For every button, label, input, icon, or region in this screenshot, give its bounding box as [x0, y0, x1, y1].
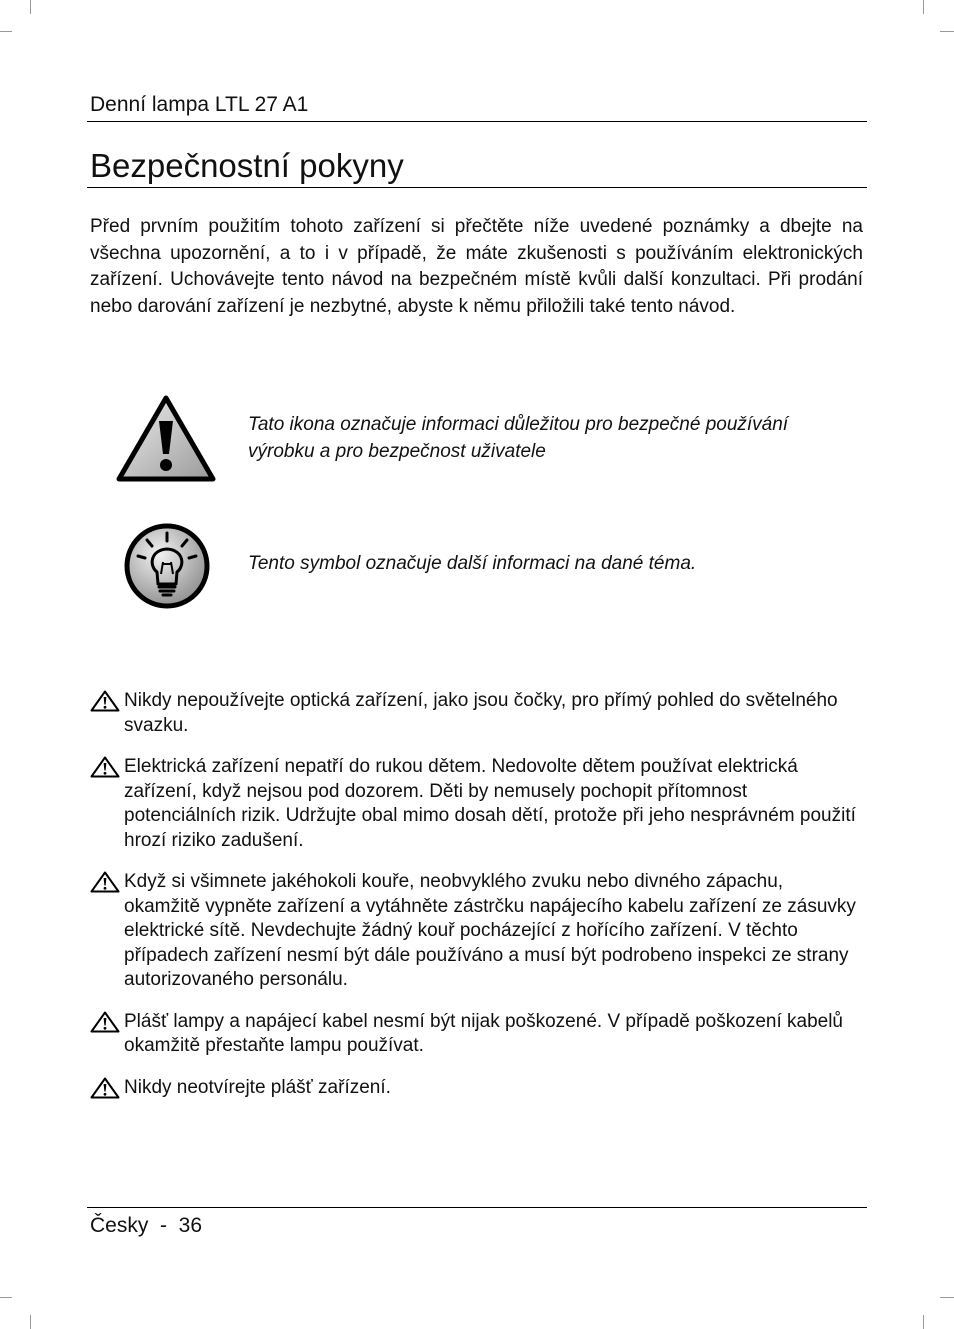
crop-mark — [0, 31, 12, 32]
crop-mark — [923, 1315, 924, 1329]
list-item-text: Nikdy nepoužívejte optická zařízení, jako jsou čočky, pro přímý pohled do světelného svazku. — [124, 690, 838, 736]
list-item — [88, 1076, 858, 1101]
list-item — [88, 755, 858, 853]
intro-paragraph: Před prvním použitím tohoto zařízení si přečtěte níže uvedené poznámky a dbejte na všechna upozornění, a to i v případě, že máte zkušenosti s používáním elektronických zařízení. Uchovávejte tento návod na bezpečném místě kvůli další konzultaci. Při prodání nebo darování zařízení je nezbytné, abyste k němu přiložili také tento návod. — [90, 216, 863, 317]
running-header: Denní lampa LTL 27 A1 — [90, 93, 309, 116]
page-footer: Česky - 36 — [90, 1214, 203, 1237]
crop-mark — [30, 0, 31, 14]
list-item-text: Plášť lampy a napájecí kabel nesmí být nijak poškozené. V případě poškození kabelů okamžitě přestaňte lampu používat. — [124, 1010, 843, 1056]
header-rule — [87, 121, 867, 122]
warning-triangle-icon — [90, 1011, 120, 1033]
warning-triangle-icon — [115, 394, 217, 484]
list-item — [88, 689, 858, 738]
warning-symbol-description: Tato ikona označuje informaci důležitou pro bezpečné používání výrobku a pro bezpečnost uživatele — [248, 414, 789, 462]
warning-triangle-icon — [90, 756, 120, 778]
crop-mark — [940, 1297, 954, 1298]
title-rule — [87, 187, 867, 188]
crop-mark — [940, 31, 954, 32]
list-item-text: Elektrická zařízení nepatří do rukou dětem. Nedovolte dětem používat elektrická zařízení, když nejsou pod dozorem. Děti by nemusely pochopit přítomnost potenciálních rizik. Udržujte obal mimo dosah dětí, protože při jeho nesprávném použití hrozí riziko zadušení. — [124, 756, 856, 851]
list-item-text: Když si všimnete jakéhokoli kouře, neobvyklého zvuku nebo divného zápachu, okamžitě vypněte zařízení a vytáhněte zástrčku napájecího kabelu zařízení ze zásuvky elektrické sítě. Nevdechujte žádný kouř pocházející z hořícího zařízení. V těchto případech zařízení nesmí být dále používáno a musí být podrobeno inspekci ze strany autorizovaného personálu. — [124, 871, 856, 990]
warning-triangle-icon — [90, 1077, 120, 1099]
info-symbol-description: Tento symbol označuje další informaci na dané téma. — [248, 553, 697, 574]
warning-triangle-icon — [90, 871, 120, 893]
crop-mark — [923, 0, 924, 14]
section-title: Bezpečnostní pokyny — [90, 147, 404, 184]
safety-instructions-list — [88, 689, 858, 1117]
crop-mark — [0, 1297, 12, 1298]
lightbulb-icon — [123, 522, 211, 610]
list-item — [88, 1010, 858, 1059]
warning-triangle-icon — [90, 690, 120, 712]
list-item-text: Nikdy neotvírejte plášť zařízení. — [124, 1076, 391, 1098]
footer-rule — [87, 1207, 867, 1208]
list-item — [88, 870, 858, 993]
crop-mark — [30, 1315, 31, 1329]
